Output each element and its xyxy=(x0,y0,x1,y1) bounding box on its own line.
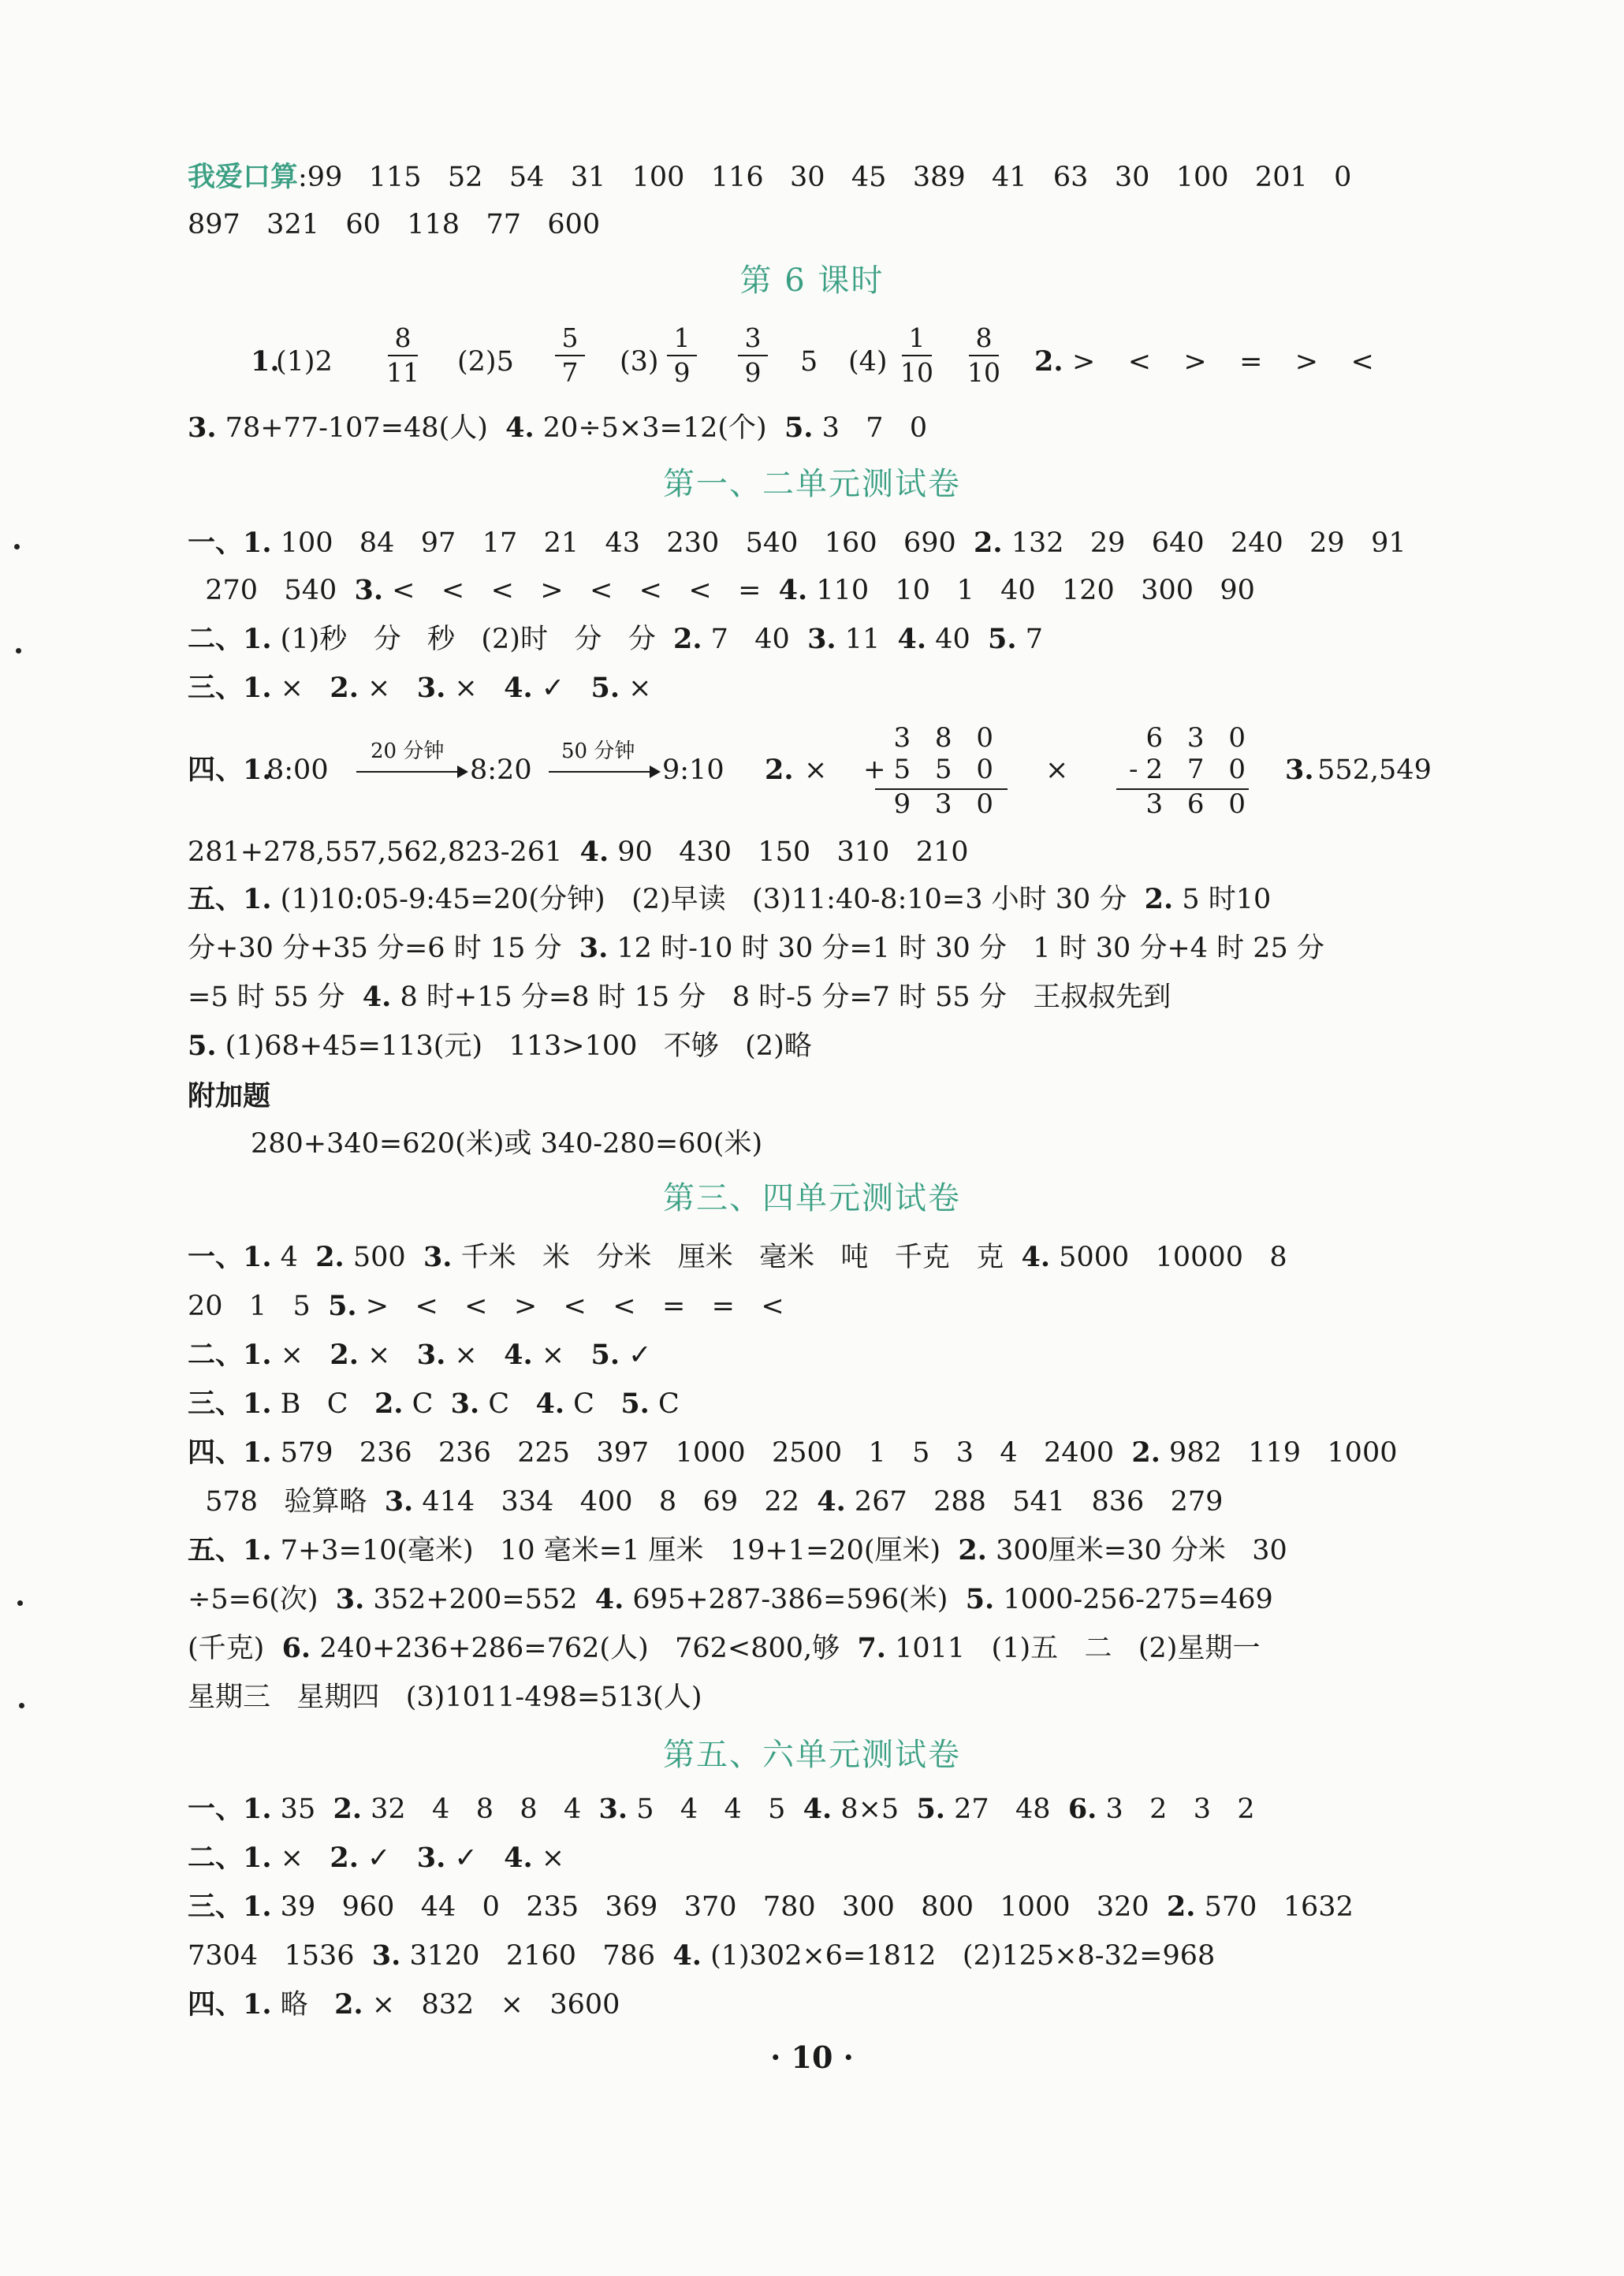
mental-math-line-1 xyxy=(188,155,1490,200)
test12-line-9: =5 时 55 分 4. 8 时+15 分=8 时 15 分 8 时-5 分=7 时 55 分 王叔叔先到 xyxy=(188,981,1171,1013)
lesson-6-q1-part2: (2)5 xyxy=(457,346,514,378)
test-units-3-4-heading: 第三、四单元测试卷 xyxy=(663,1180,961,1216)
arrow-label-20min: 20 分钟 xyxy=(371,739,445,763)
test-units-1-2-heading: 第一、二单元测试卷 xyxy=(663,466,961,502)
test56-line-3: 三、1. 39 960 44 0 235 369 370 780 300 800 1000 320 2. 570 1632 xyxy=(188,1890,1354,1923)
test56-line-5: 四、1. 略 2. × 832 × 3600 xyxy=(188,1988,620,2021)
test34-line-5: 四、1. 579 236 236 225 397 1000 2500 1 5 3 4 2400 2. 982 119 1000 xyxy=(188,1436,1398,1469)
section-4-q3-number: 3. xyxy=(1285,754,1314,786)
test12-line-6: 281+278,557,562,823-261 4. 90 430 150 310 210 xyxy=(188,836,969,868)
lesson-6-q2-number: 2. xyxy=(1034,345,1063,378)
mental-math-answers-1: :99 115 52 54 31 100 116 30 45 389 41 63 30 100 201 0 xyxy=(298,162,1352,193)
margin-speck xyxy=(16,648,21,654)
vertical-calc-1-top: 3 8 0 xyxy=(893,722,1001,754)
test12-line-3: 二、1. (1)秒 分 秒 (2)时 分 分 2. 7 40 3. 11 4. 40 5. 7 xyxy=(188,623,1043,655)
mental-math-answers-2: 897 321 60 118 77 600 xyxy=(188,209,601,240)
section-4-mark-2: × xyxy=(1045,754,1069,786)
lesson-6-q1-part1: (1)2 xyxy=(276,346,333,378)
lesson-6-heading: 第 6 课时 xyxy=(739,263,885,299)
test12-line-10: 5. (1)68+45=113(元) 113>100 不够 (2)略 xyxy=(188,1030,812,1062)
mental-math-label: 我爱口算 xyxy=(188,161,299,193)
lesson-6-q1-part3b: 5 xyxy=(800,346,818,378)
test34-line-7: 五、1. 7+3=10(毫米) 10 毫米=1 厘米 19+1=20(厘米) 2. 300厘米=30 分米 30 xyxy=(188,1534,1287,1566)
test34-line-9: (千克) 6. 240+236+286=762(人) 762<800,够 7. 1011 (1)五 二 (2)星期一 xyxy=(188,1632,1261,1664)
vertical-calc-1-mid: +5 5 0 xyxy=(863,754,1001,785)
vertical-calc-2-mid: -2 7 0 xyxy=(1129,754,1253,785)
fraction-1-9: 1 9 xyxy=(664,323,700,388)
test34-line-3: 二、1. × 2. × 3. × 4. × 5. ✓ xyxy=(188,1339,652,1371)
margin-speck xyxy=(19,1703,24,1708)
test12-line-7: 五、1. (1)10:05-9:45=20(分钟) (2)早读 (3)11:40-8:10=3 小时 30 分 2. 5 时10 xyxy=(188,883,1272,915)
page-number: · 10 · xyxy=(770,2039,854,2075)
section-4-q2-number: 2. xyxy=(765,754,794,786)
test34-line-10: 星期三 星期四 (3)1011-498=513(人) xyxy=(188,1682,702,1713)
lesson-6-q1-part3: (3) xyxy=(620,346,659,378)
section-4-q2-mark: × xyxy=(804,754,828,786)
extra-question-label: 附加题 xyxy=(188,1080,271,1112)
lesson-6-line-2: 3. 78+77-107=48(人) 4. 20÷5×3=12(个) 5. 3 7 0 xyxy=(188,412,928,444)
test56-line-2: 二、1. × 2. ✓ 3. ✓ 4. × xyxy=(188,1842,565,1874)
test34-line-2: 20 1 5 5. > < < > < < = = < xyxy=(188,1290,784,1322)
fraction-8-10: 8 10 xyxy=(967,322,1000,388)
margin-speck xyxy=(14,544,20,549)
test12-line-4: 三、1. × 2. × 3. × 4. ✓ 5. × xyxy=(188,672,652,704)
test34-line-4: 三、1. B C 2. C 3. C 4. C 5. C xyxy=(188,1388,680,1420)
vertical-calc-2-top: 6 3 0 xyxy=(1145,722,1253,754)
fraction-1-10: 1 10 xyxy=(900,322,933,388)
test34-line-8: ÷5=6(次) 3. 352+200=552 4. 695+287-386=596(米) 5. 1000-256-275=469 xyxy=(188,1583,1273,1615)
vertical-calc-1-result: 9 3 0 xyxy=(893,788,1001,820)
mental-math-line-2 xyxy=(188,202,1490,248)
time-8-20: 8:20 xyxy=(470,754,532,786)
test12-line-8: 分+30 分+35 分=6 时 15 分 3. 12 时-10 时 30 分=1 时 30 分 1 时 30 分+4 时 25 分 xyxy=(188,932,1324,964)
extra-question-answer: 280+340=620(米)或 340-280=60(米) xyxy=(251,1128,763,1160)
test34-line-1: 一、1. 4 2. 500 3. 千米 米 分米 厘米 毫米 吨 千克 克 4. 5000 10000 8 xyxy=(188,1241,1287,1273)
fraction-8-11: 8 11 xyxy=(386,322,419,388)
test12-line-1: 一、1. 100 84 97 17 21 43 230 540 160 690 2. 132 29 640 240 29 91 xyxy=(188,527,1406,559)
lesson-6-q1-number: 1. xyxy=(251,345,280,378)
arrow-icon xyxy=(356,771,467,773)
section-4-q3-answer: 552,549 xyxy=(1309,754,1432,786)
margin-speck xyxy=(17,1600,23,1606)
fraction-5-7: 5 7 xyxy=(552,323,588,388)
time-8-00: 8:00 xyxy=(266,754,329,786)
time-9-10: 9:10 xyxy=(662,754,724,786)
test-units-5-6-heading: 第五、六单元测试卷 xyxy=(663,1737,961,1773)
lesson-6-q2-answers: > < > = > < xyxy=(1072,346,1376,378)
test34-line-6: 578 验算略 3. 414 334 400 8 69 22 4. 267 288 541 836 279 xyxy=(188,1485,1224,1518)
lesson-6-q1-part4: (4) xyxy=(848,346,888,378)
test12-line-2: 270 540 3. < < < > < < < = 4. 110 10 1 40 120 300 90 xyxy=(188,574,1255,606)
section-4-label: 四、1. xyxy=(188,754,272,786)
test56-line-4: 7304 1536 3. 3120 2160 786 4. (1)302×6=1812 (2)125×8-32=968 xyxy=(188,1939,1216,1972)
arrow-icon xyxy=(549,771,659,773)
arrow-label-50min: 50 分钟 xyxy=(561,739,635,763)
fraction-3-9: 3 9 xyxy=(735,323,771,388)
vertical-calc-2-result: 3 6 0 xyxy=(1145,788,1253,820)
test56-line-1: 一、1. 35 2. 32 4 8 8 4 3. 5 4 4 5 4. 8×5 5. 27 48 6. 3 2 3 2 xyxy=(188,1793,1255,1825)
